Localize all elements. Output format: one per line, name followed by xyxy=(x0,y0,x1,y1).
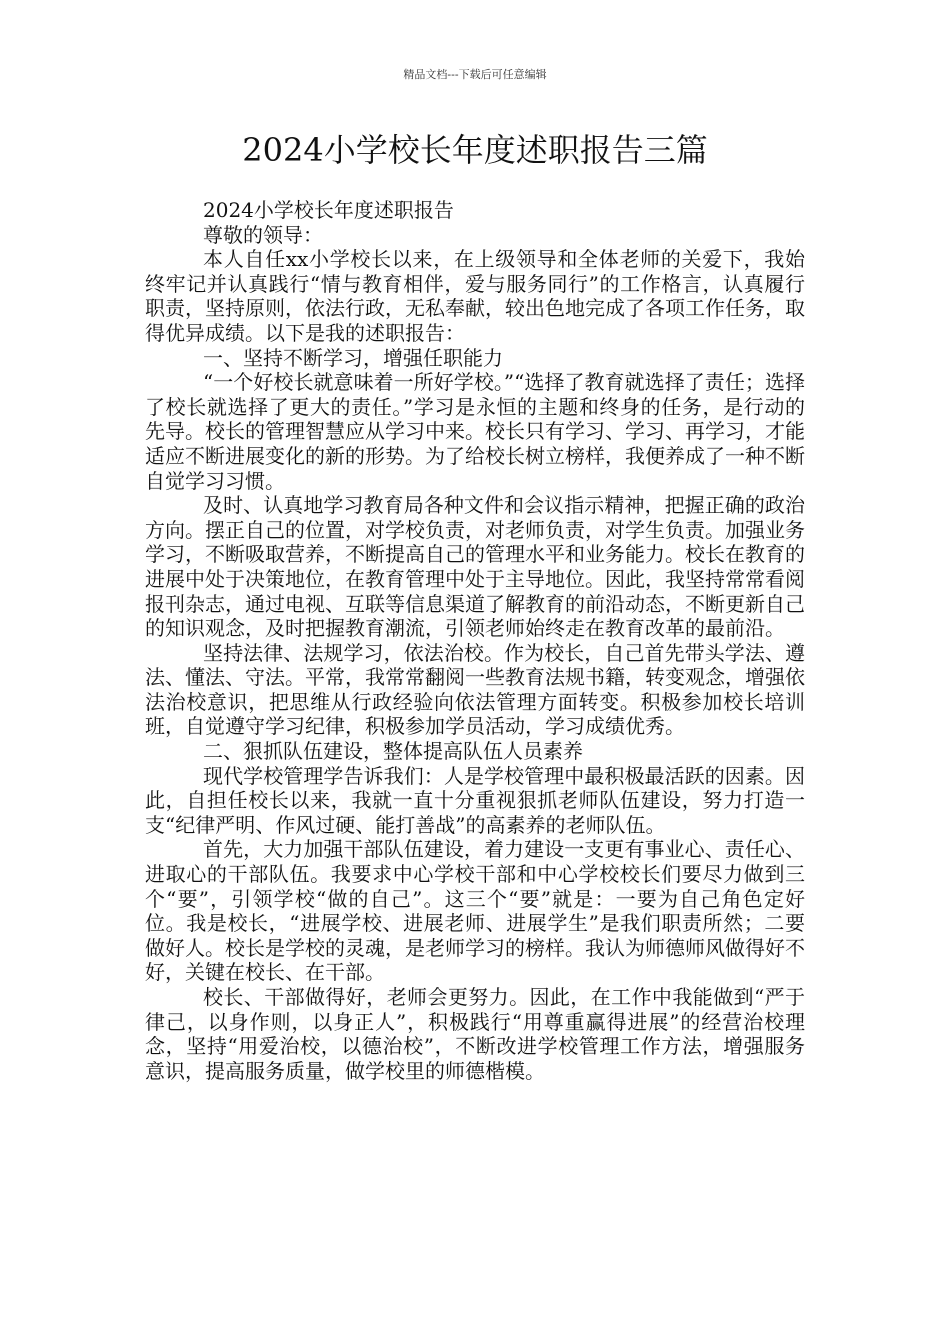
body-paragraph: 首先，大力加强干部队伍建设，着力建设一支更有事业心、责任心、进取心的干部队伍。我要求中心学校干部和中心学校校长们要尽力做到三个“要”，引领学校“做的自己”。这三个“要”就是：一要为自己角色定好位。我是校长，“进展学校、进展老师、进展学生”是我们职责所然；二要做好人。校长是学校的灵魂，是老师学习的榜样。我认为师德师风做得好不好，关键在校长、在干部。 xyxy=(145,837,805,985)
document-body xyxy=(145,198,805,1083)
body-paragraph: 坚持法律、法规学习，依法治校。作为校长，自己首先带头学法、遵法、懂法、守法。平常，我常常翻阅一些教育法规书籍，转变观念，增强依法治校意识，把思维从行政经验向依法管理方面转变。积极参加校长培训班，自觉遵守学习纪律，积极参加学员活动，学习成绩优秀。 xyxy=(145,640,805,739)
section-heading: 二、狠抓队伍建设，整体提高队伍人员素养 xyxy=(203,739,583,764)
section-heading: 一、坚持不断学习，增强任职能力 xyxy=(203,345,503,370)
salutation-paragraph: 尊敬的领导： xyxy=(203,222,323,247)
body-paragraph: 本人自任xx小学校长以来，在上级领导和全体老师的关爱下，我始终牢记并认真践行“情与教育相伴，爱与服务同行”的工作格言，认真履行职责，坚持原则，依法行政，无私奉献，较出色地完成了各项工作任务，取得优异成绩。以下是我的述职报告： xyxy=(145,247,805,345)
body-paragraph: 校长、干部做得好，老师会更努力。因此，在工作中我能做到“严于律己，以身作则，以身正人”，积极践行“用尊重赢得进展”的经营治校理念，坚持“用爱治校，以德治校”，不断改进学校管理工作方法，增强服务意识，提高服务质量，做学校里的师德楷模。 xyxy=(145,985,805,1083)
body-paragraph: “一个好校长就意味着一所好学校。”“选择了教育就选择了责任；选择了校长就选择了更大的责任。”学习是永恒的主题和终身的任务，是行动的先导。校长的管理智慧应从学习中来。校长只有学习、学习、再学习，才能适应不断进展变化的新的形势。为了给校长树立榜样，我便养成了一种不断自觉学习习惯。 xyxy=(145,370,805,493)
subtitle-paragraph: 2024小学校长年度述职报告 xyxy=(203,198,454,222)
document-title: 2024小学校长年度述职报告三篇 xyxy=(242,131,708,169)
body-paragraph: 及时、认真地学习教育局各种文件和会议指示精神，把握正确的政治方向。摆正自己的位置，对学校负责，对老师负责，对学生负责。加强业务学习，不断吸取营养，不断提高自己的管理水平和业务能力。校长在教育的进展中处于决策地位，在教育管理中处于主导地位。因此，我坚持常常看阅报刊杂志，通过电视、互联等信息渠道了解教育的前沿动态，不断更新自己的知识观念，及时把握教育潮流，引领老师始终走在教育改革的最前沿。 xyxy=(145,493,805,641)
page-header: 精品文档---下载后可任意编辑 xyxy=(403,68,547,81)
body-paragraph: 现代学校管理学告诉我们：人是学校管理中最积极最活跃的因素。因此，自担任校长以来，我就一直十分重视狠抓老师队伍建设，努力打造一支“纪律严明、作风过硬、能打善战”的高素养的老师队伍。 xyxy=(145,763,805,837)
